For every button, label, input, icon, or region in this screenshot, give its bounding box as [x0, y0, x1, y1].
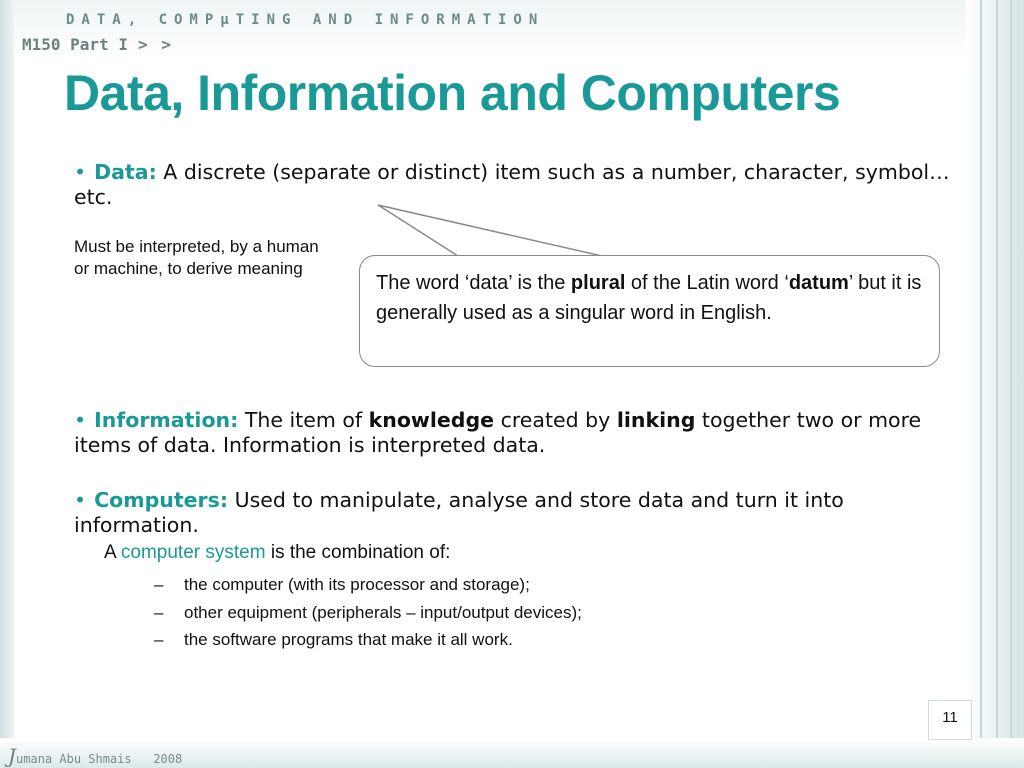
author-initial: J [8, 744, 17, 768]
information-bullet [74, 408, 974, 458]
computers-text: Used to manipulate, analyse and store data and turn it into information. [74, 488, 844, 537]
data-bullet [74, 160, 974, 210]
list-item-text: the computer (with its processor and storage); [184, 575, 530, 594]
data-term: Data: [94, 160, 157, 184]
list-item [154, 603, 582, 623]
callout-datum: datum [788, 272, 849, 294]
side-note: Must be interpreted, by a human or machine, to derive meaning [74, 237, 319, 278]
callout-text: ’ but it is generally used as a singular word in English. [376, 272, 922, 324]
author-footer [8, 744, 182, 768]
system-prefix: A [104, 542, 121, 563]
linking-word: linking [616, 408, 696, 432]
computer-system-term: computer system [120, 542, 266, 563]
frame-stripe [996, 0, 998, 768]
frame-stripe [980, 0, 982, 768]
left-frame [0, 0, 17, 768]
course-header: DATA, COMPμTING AND INFORMATION [66, 12, 545, 28]
system-suffix: is the combination of: [265, 542, 451, 563]
slide-title: Data, Information and Computers [64, 65, 841, 121]
dash-icon: – [154, 575, 164, 594]
footer-year: 2008 [153, 752, 183, 766]
callout-box [359, 255, 940, 367]
callout-text: The word ‘data’ is the [376, 272, 571, 294]
bullet-icon: • [74, 408, 87, 432]
part-text: M150 Part I [22, 35, 128, 54]
callout-text: of the Latin word ‘ [625, 272, 789, 294]
right-frame [966, 0, 1024, 768]
list-item-text: the software programs that make it all work. [184, 630, 513, 649]
information-text: The item of [238, 408, 369, 432]
author-name: umana Abu Shmais [16, 752, 132, 766]
information-term: Information: [94, 408, 239, 432]
bullet-icon: • [74, 160, 87, 184]
computer-system-line [104, 542, 450, 564]
part-label [22, 35, 173, 54]
computers-term: Computers: [94, 488, 229, 512]
bullet-icon: • [74, 488, 87, 512]
list-item-text: other equipment (peripherals – input/output devices); [184, 603, 582, 622]
list-item [154, 575, 530, 595]
information-text: together two or more items of data. Information is interpreted data. [74, 408, 922, 457]
list-item [154, 630, 513, 650]
callout-plural: plural [570, 272, 626, 294]
information-text: created by [494, 408, 617, 432]
page-number: 11 [928, 700, 972, 740]
knowledge-word: knowledge [368, 408, 495, 432]
dash-icon: – [154, 603, 164, 622]
frame-stripe [1010, 0, 1012, 768]
dash-icon: – [154, 630, 164, 649]
chevron-arrows-icon: > > [137, 35, 173, 54]
data-definition: A discrete (separate or distinct) item such as a number, character, symbol…etc. [74, 160, 950, 209]
computers-bullet [74, 488, 974, 538]
